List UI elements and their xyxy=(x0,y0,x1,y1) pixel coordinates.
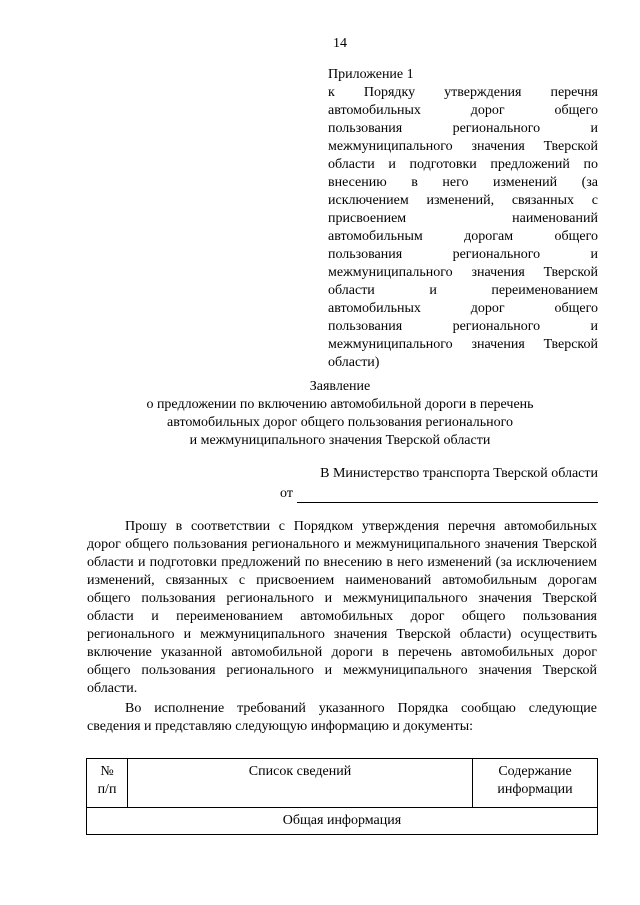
body-paragraph: Во исполнение требований указанного Порядка сообщаю следующие сведения и представляю следующую информацию и документы: xyxy=(87,701,597,734)
header-content xyxy=(473,759,598,808)
heading-line: автомобильных дорог общего пользования регионального xyxy=(167,415,513,430)
appendix-line: присвоением наименований xyxy=(328,211,598,226)
appendix-line: области и подготовки предложений по xyxy=(328,157,598,172)
appendix-line: межмуниципального значения Тверской xyxy=(328,139,598,154)
page-number: 14 xyxy=(333,36,347,51)
from-blank-line xyxy=(297,488,598,503)
appendix-title: Приложение 1 xyxy=(328,67,414,82)
heading-line: и межмуниципального значения Тверской области xyxy=(189,433,491,448)
header-content-line: Содержание xyxy=(498,764,572,779)
header-content-line: информации xyxy=(497,782,573,797)
table-section-row xyxy=(87,808,598,835)
recipient-ministry: В Министерство транспорта Тверской области xyxy=(320,466,598,481)
appendix-line: пользования регионального и xyxy=(328,319,598,334)
body-paragraph: Прошу в соответствии с Порядком утверждения перечня автомобильных дорог общего пользования регионального и межмуниципального значения Тверской области и подготовки предложений по внесению в него изменений (за исключением изменений, связанных с присвоением наименований автомобильным дорогам общего пользования регионального и межмуниципального значения Тверской области и переименованием автомобильных дорог общего пользования регионального и межмуниципального значения Тверской области) осуществить включение указанной автомобильной дороги в перечень автомобильных дорог общего пользования регионального и межмуниципального значения Тверской области. xyxy=(87,519,597,696)
appendix-line: к Порядку утверждения перечня xyxy=(328,85,598,100)
from-label: от xyxy=(280,486,293,501)
heading-line: о предложении по включению автомобильной дороги в перечень xyxy=(146,397,534,412)
table-header-row xyxy=(87,759,598,808)
body-text xyxy=(87,518,597,736)
appendix-line: внесению в него изменений (за xyxy=(328,175,598,190)
header-number-symbol: № xyxy=(100,764,114,779)
header-list: Список сведений xyxy=(128,759,473,808)
appendix-line: пользования регионального и xyxy=(328,247,598,262)
from-row xyxy=(276,485,598,503)
heading-title: Заявление xyxy=(309,379,371,394)
appendix-line: автомобильным дорогам общего xyxy=(328,229,598,244)
appendix-line: исключением изменений, связанных с xyxy=(328,193,598,208)
document-heading xyxy=(80,378,600,450)
appendix-block xyxy=(328,66,598,372)
info-table xyxy=(86,758,598,835)
appendix-line: межмуниципального значения Тверской xyxy=(328,265,598,280)
appendix-line: автомобильных дорог общего xyxy=(328,103,598,118)
header-number xyxy=(87,759,128,808)
appendix-line: межмуниципального значения Тверской xyxy=(328,337,598,352)
appendix-line: пользования регионального и xyxy=(328,121,598,136)
appendix-line: области) xyxy=(328,355,380,370)
appendix-line: области и переименованием xyxy=(328,283,598,298)
recipient-block xyxy=(276,465,598,503)
header-number-abbrev: п/п xyxy=(97,782,117,797)
appendix-line: автомобильных дорог общего xyxy=(328,301,598,316)
section-general-info: Общая информация xyxy=(87,808,598,835)
